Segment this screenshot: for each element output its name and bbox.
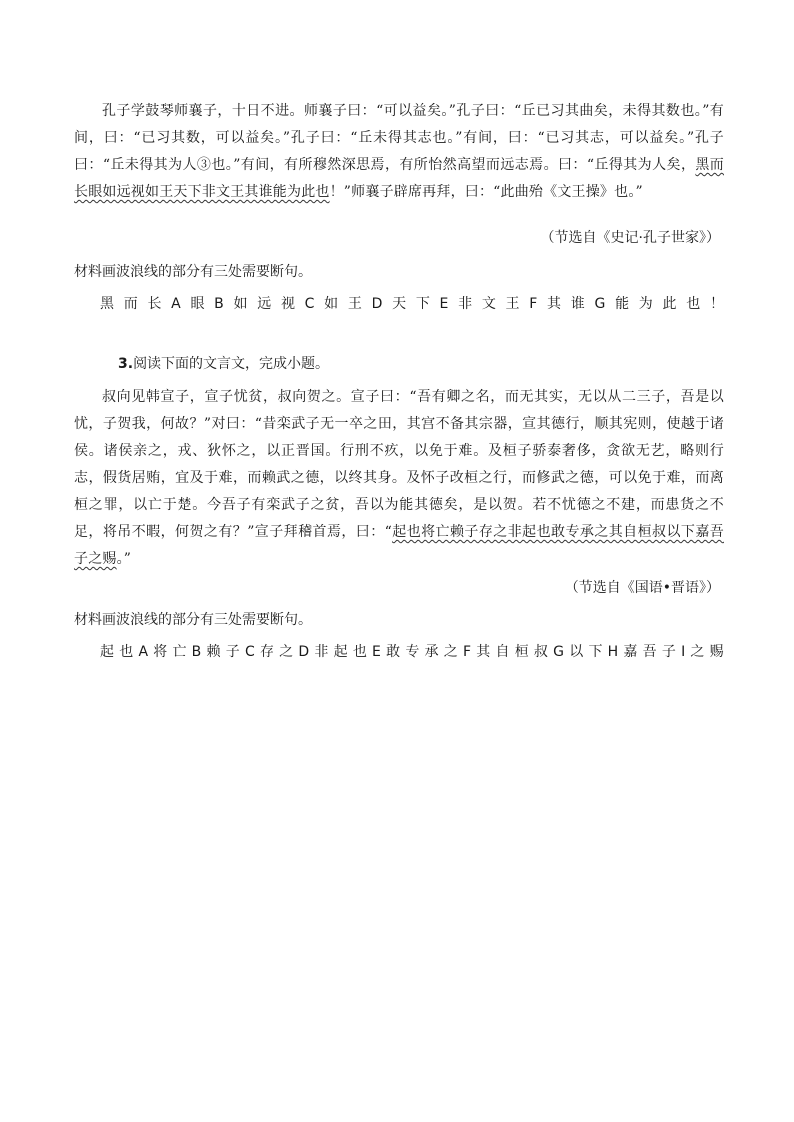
option-char: 下 xyxy=(415,296,430,312)
option-char: 专 xyxy=(405,644,420,660)
option-char: 起 xyxy=(100,644,114,660)
question-instruction: 阅读下面的文言文，完成小题。 xyxy=(133,356,330,372)
break-option-letter: G xyxy=(594,296,606,312)
break-option-letter: F xyxy=(529,296,538,312)
break-option-letter: E xyxy=(439,296,449,312)
break-option-letter: D xyxy=(298,644,310,660)
option-char: 而 xyxy=(123,296,138,312)
option-char: 非 xyxy=(458,296,473,312)
option-char: 视 xyxy=(280,296,295,312)
break-option-letter: A xyxy=(138,644,149,660)
option-char: 下 xyxy=(588,644,603,660)
option-char: 嘉 xyxy=(623,644,638,660)
option-char: 也 xyxy=(686,296,701,312)
option-char: 此 xyxy=(662,296,677,312)
break-option-letter: G xyxy=(553,644,564,660)
option-char: 存 xyxy=(259,644,274,660)
option-char: 也 xyxy=(352,644,367,660)
option-char: 如 xyxy=(324,296,339,312)
passage-text-end: ！”师襄子辟席再拜，曰：“此曲殆《文王操》也。” xyxy=(329,184,643,200)
option-char: 敢 xyxy=(386,644,401,660)
break-option-letter: B xyxy=(191,644,202,660)
option-char: 也 xyxy=(119,644,134,660)
option-char: 吾 xyxy=(642,644,657,660)
option-char: ！ xyxy=(709,296,724,312)
option-char: 远 xyxy=(257,296,272,312)
option-char: 其 xyxy=(476,644,491,660)
break-option-letter: D xyxy=(371,296,383,312)
option-char: 谁 xyxy=(570,296,585,312)
punctuation-options-row xyxy=(100,642,724,662)
source-citation: （节选自《国语•晋语》） xyxy=(564,580,720,596)
option-char: 之 xyxy=(443,644,458,660)
option-char: 自 xyxy=(495,644,510,660)
option-char: 文 xyxy=(481,296,496,312)
option-char: 眼 xyxy=(190,296,205,312)
source-citation: （节选自《史记·孔子世家》） xyxy=(540,230,720,246)
question-title xyxy=(118,354,329,374)
passage-confucius-qin xyxy=(74,98,724,206)
punctuation-options-row xyxy=(100,294,724,314)
option-char: 子 xyxy=(225,644,240,660)
wavy-underlined-text: 黑而长眼如远视如王天下非文王其谁能为此也 xyxy=(74,157,724,200)
wavy-underlined-text: 起也将亡赖子存之非起也敢专承之其自桓叔以下嘉吾子之赐 xyxy=(74,524,724,567)
break-option-letter: F xyxy=(462,644,472,660)
option-char: 天 xyxy=(392,296,407,312)
option-char: 非 xyxy=(314,644,329,660)
passage-shuxiang xyxy=(74,384,724,573)
option-char: 叔 xyxy=(533,644,548,660)
option-char: 其 xyxy=(547,296,562,312)
option-char: 王 xyxy=(347,296,362,312)
question-prompt: 材料画波浪线的部分有三处需要断句。 xyxy=(74,612,312,628)
break-option-letter: I xyxy=(681,644,686,660)
option-char: 将 xyxy=(153,644,168,660)
option-char: 以 xyxy=(569,644,584,660)
option-char: 赖 xyxy=(206,644,221,660)
option-char: 亡 xyxy=(172,644,187,660)
question-number: 3. xyxy=(118,356,134,372)
option-char: 桓 xyxy=(514,644,529,660)
option-char: 长 xyxy=(147,296,162,312)
option-char: 承 xyxy=(424,644,439,660)
passage-text: 叔向见韩宣子，宣子忧贫，叔向贺之。宣子曰：“吾有卿之名，而无其实，无以从二三子，吾是以忧，子贺我，何故？”对曰：“昔栾武子无一卒之田，其宫不备其宗器，宣其德行，顺其宪则，使越于诸侯。诸侯亲之，戎、狄怀之，以正晋国。行刑不疚，以免于难。及桓子骄泰奢侈，贪欲无艺，略则行志，假货居贿，宜及于难，而赖武之德，以终其身。及怀子改桓之行，而修武之德，可以免于难，而离桓之罪，以亡于楚。今吾子有栾武子之贫，吾以为能其德矣，是以贺。若不忧德之不建，而患货之不足，将吊不暇，何贺之有？”宣子拜稽首焉，曰：“ xyxy=(74,389,724,540)
option-char: 为 xyxy=(638,296,653,312)
question-prompt: 材料画波浪线的部分有三处需要断句。 xyxy=(74,264,312,280)
option-char: 能 xyxy=(615,296,630,312)
option-char: 起 xyxy=(333,644,348,660)
break-option-letter: C xyxy=(244,644,255,660)
break-option-letter: H xyxy=(607,644,619,660)
option-char: 王 xyxy=(505,296,520,312)
break-option-letter: E xyxy=(372,644,381,660)
break-option-letter: A xyxy=(171,296,181,312)
option-char: 如 xyxy=(233,296,248,312)
passage-text-end: 。” xyxy=(116,551,132,567)
option-char: 赐 xyxy=(709,644,724,660)
option-char: 之 xyxy=(279,644,294,660)
option-char: 子 xyxy=(661,644,676,660)
break-option-letter: B xyxy=(214,296,224,312)
passage-text: 孔子学鼓琴师襄子，十日不进。师襄子曰：“可以益矣。”孔子曰：“丘已习其曲矣，未得其数也。”有间，曰：“已习其数，可以益矣。”孔子曰：“丘未得其志也。”有间，曰：“已习其志，可以益矣。”孔子曰：“丘未得其为人③也。”有间，有所穆然深思焉，有所怡然高望而远志焉。曰：“丘得其为人矣， xyxy=(74,103,724,173)
break-option-letter: C xyxy=(304,296,315,312)
option-char: 之 xyxy=(690,644,705,660)
option-char: 黑 xyxy=(100,296,114,312)
